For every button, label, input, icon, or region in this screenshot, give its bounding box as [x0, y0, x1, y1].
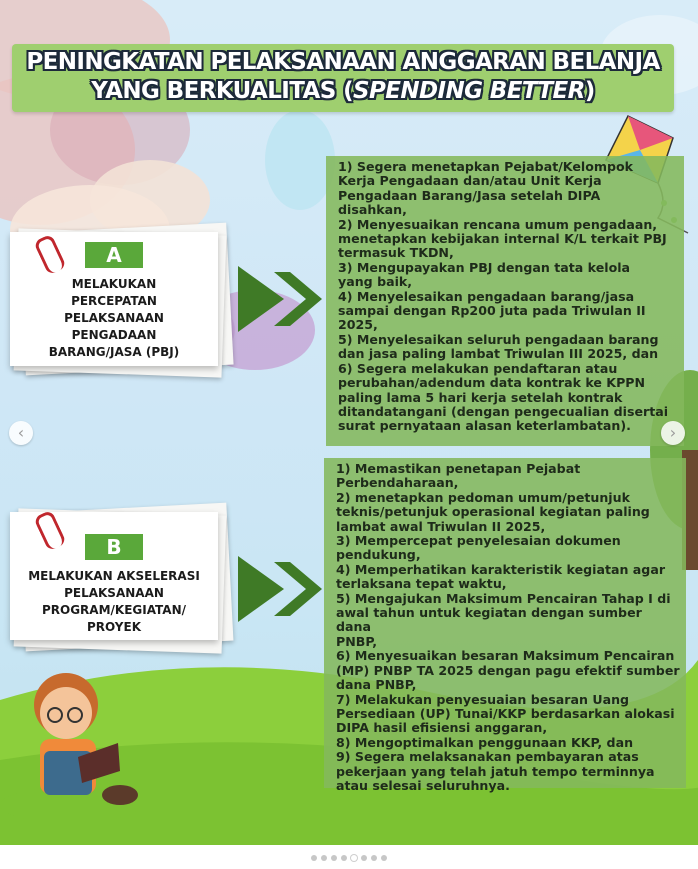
section-b-label-line: PROGRAM/KEGIATAN/: [41, 603, 187, 617]
boy-reading-illustration: [0, 665, 170, 825]
title-spending-better: SPENDING BETTER: [353, 78, 585, 104]
section-b-label: [10, 568, 218, 636]
carousel-pagination: [0, 846, 698, 865]
carousel-dot[interactable]: [361, 855, 367, 861]
section-a-list-panel: [326, 156, 684, 446]
list-item: 5) Mengajukan Maksimum Pencairan Tahap I di awal tahun untuk kegiatan dengan sumber dana PNBP,: [336, 590, 671, 649]
section-a-label-line: PERCEPATAN: [71, 294, 157, 308]
list-item: 7) Melakukan penyesuaian besaran Uang Persediaan (UP) Tunai/KKP berdasarkan alokasi DIPA hasil efisiensi anggaran,: [336, 691, 675, 736]
carousel-dot[interactable]: [331, 855, 337, 861]
list-item: 1) Segera menetapkan Pejabat/Kelompok Kerja Pengadaan dan/atau Unit Kerja Pengadaan Barang/Jasa setelah DIPA disahkan,: [338, 159, 634, 218]
section-a-badge: A: [85, 242, 143, 268]
list-item: 2) menetapkan pedoman umum/petunjuk teknis/petunjuk operasional kegiatan paling lambat awal Triwulan II 2025,: [336, 489, 650, 534]
list-item: 6) Segera melakukan pendaftaran atau perubahan/adendum data kontrak ke KPPN paling lama 5 hari kerja setelah kontrak ditandatangani (dengan pengecualian disertai surat pernyataan alasan keterlambatan).: [338, 360, 669, 434]
carousel-dot[interactable]: [321, 855, 327, 861]
section-a-label-line: PENGADAAN: [71, 328, 157, 342]
section-b-label-line: PELAKSANAAN: [64, 586, 164, 600]
list-item: 2) Menyesuaikan rencana umum pengadaan, menetapkan kebijakan internal K/L terkait PBJ termasuk TKDN,: [338, 216, 667, 261]
list-item: 4) Memperhatikan karakteristik kegiatan agar terlaksana tepat waktu,: [336, 561, 666, 592]
title-line-2: [12, 78, 674, 104]
title-line-2-suffix: ): [584, 78, 595, 104]
carousel-dot[interactable]: [341, 855, 347, 861]
list-item: 5) Menyelesaikan seluruh pengadaan barang dan jasa paling lambat Triwulan III 2025, dan: [338, 331, 659, 362]
section-a-label-line: MELAKUKAN: [71, 277, 157, 291]
list-item: 3) Mempercepat penyelesaian dokumen pendukung,: [336, 533, 621, 563]
list-item: 6) Menyesuaikan besaran Maksimum Pencairan (MP) PNBP TA 2025 dengan pagu efektif sumber dana PNBP,: [336, 648, 680, 693]
section-b-badge: B: [85, 534, 143, 560]
carousel-next-button[interactable]: ›: [661, 421, 685, 445]
section-a-list: [338, 160, 678, 434]
section-b-chevron-icon: [238, 556, 328, 622]
list-item: 3) Mengupayakan PBJ dengan tata kelola yang baik,: [338, 259, 631, 290]
list-item: 1) Memastikan penetapan Pejabat Perbendaharaan,: [336, 461, 581, 491]
title-banner: [12, 44, 674, 112]
list-item: 8) Mengoptimalkan penggunaan KKP, dan: [336, 734, 634, 750]
section-b-list-panel: [324, 458, 686, 793]
section-a-label-line: BARANG/JASA (PBJ): [48, 345, 180, 359]
list-item: 9) Segera melaksanakan pembayaran atas pekerjaan yang telah jatuh tempo terminnya atau selesai seluruhnya.: [336, 749, 655, 793]
carousel-dot[interactable]: [311, 855, 317, 861]
section-a-label-line: PELAKSANAAN: [64, 311, 164, 325]
title-line-1: PENINGKATAN PELAKSANAAN ANGGARAN BELANJA: [26, 49, 660, 75]
section-b-label-line: PROYEK: [87, 620, 141, 634]
carousel-dot[interactable]: [351, 855, 357, 861]
section-b-list: [336, 462, 680, 793]
carousel-dot[interactable]: [371, 855, 377, 861]
section-b-label-line: MELAKUKAN AKSELERASI: [28, 569, 200, 583]
section-a-label: [10, 276, 218, 361]
section-a-chevron-icon: [238, 266, 328, 332]
list-item: 4) Menyelesaikan pengadaan barang/jasa sampai dengan Rp200 juta pada Triwulan II 2025,: [338, 288, 646, 333]
carousel-prev-button[interactable]: ‹: [9, 421, 33, 445]
title-line-2-prefix: YANG BERKUALITAS (: [91, 78, 354, 104]
carousel-dot[interactable]: [381, 855, 387, 861]
